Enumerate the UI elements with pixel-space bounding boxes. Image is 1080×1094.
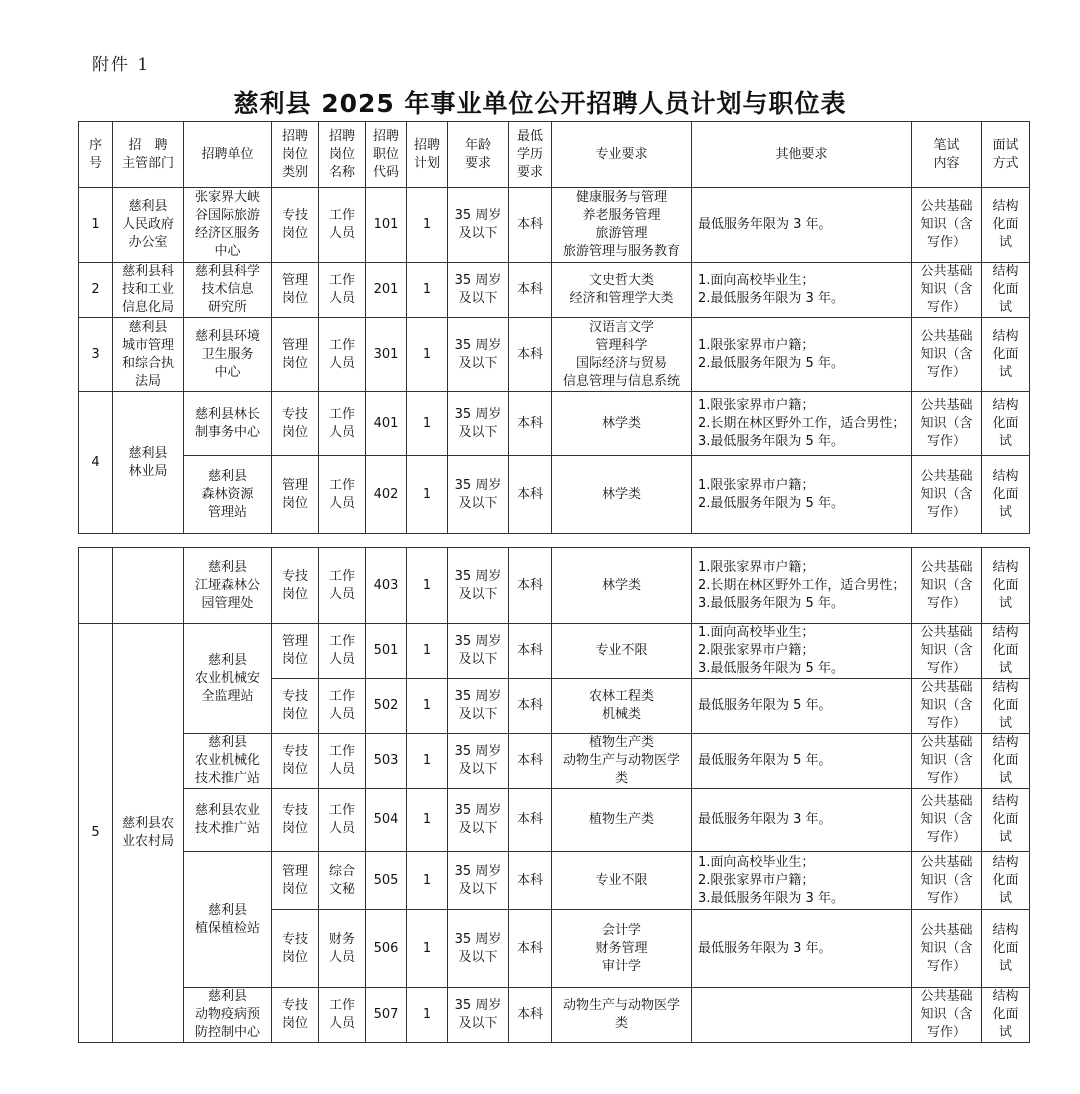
- cell-post-code: 504: [366, 789, 407, 852]
- header-interview: 面试 方式: [982, 122, 1030, 188]
- cell-unit: 慈利县 动物疫病预 防控制中心: [184, 988, 272, 1043]
- cell-written-test: 公共基础 知识（含 写作）: [912, 789, 982, 852]
- cell-unit: 慈利县环境 卫生服务 中心: [184, 318, 272, 392]
- header-written-test: 笔试 内容: [912, 122, 982, 188]
- cell-written-test: 公共基础 知识（含 写作）: [912, 624, 982, 679]
- table-row: [79, 734, 1030, 789]
- cell-interview: 结构 化面 试: [982, 988, 1030, 1043]
- cell-seq: 4: [79, 392, 113, 534]
- cell-post-type: 专技 岗位: [272, 392, 319, 456]
- cell-other-requirements: 最低服务年限为 3 年。: [692, 188, 912, 263]
- cell-plan: 1: [407, 789, 448, 852]
- cell-education: 本科: [509, 392, 552, 456]
- cell-seq: 1: [79, 188, 113, 263]
- cell-age: 35 周岁 及以下: [448, 852, 509, 910]
- cell-interview: 结构 化面 试: [982, 456, 1030, 534]
- cell-post-code: 401: [366, 392, 407, 456]
- cell-other-requirements: 1.面向高校毕业生； 2.限张家界市户籍； 3.最低服务年限为 3 年。: [692, 852, 912, 910]
- cell-department: 慈利县科 技和工业 信息化局: [113, 263, 184, 318]
- cell-age: 35 周岁 及以下: [448, 318, 509, 392]
- table-row: [79, 988, 1030, 1043]
- cell-plan: 1: [407, 392, 448, 456]
- cell-unit: 慈利县 农业机械化 技术推广站: [184, 734, 272, 789]
- cell-other-requirements: 1.面向高校毕业生； 2.最低服务年限为 3 年。: [692, 263, 912, 318]
- cell-post-name: 综合 文秘: [319, 852, 366, 910]
- cell-other-requirements: 最低服务年限为 3 年。: [692, 789, 912, 852]
- header-row: [79, 122, 1030, 188]
- cell-post-code: 501: [366, 624, 407, 679]
- cell-post-code: 101: [366, 188, 407, 263]
- cell-interview: 结构 化面 试: [982, 624, 1030, 679]
- table-row: [79, 852, 1030, 910]
- recruitment-table-part-2: [78, 547, 1030, 1043]
- cell-age: 35 周岁 及以下: [448, 392, 509, 456]
- cell-age: 35 周岁 及以下: [448, 624, 509, 679]
- table-row: [79, 789, 1030, 852]
- cell-other-requirements: 1.面向高校毕业生； 2.限张家界市户籍； 3.最低服务年限为 5 年。: [692, 624, 912, 679]
- cell-post-name: 工作 人员: [319, 318, 366, 392]
- table-row: [79, 318, 1030, 392]
- cell-post-name: 工作 人员: [319, 734, 366, 789]
- cell-plan: 1: [407, 679, 448, 734]
- cell-education: 本科: [509, 456, 552, 534]
- cell-age: 35 周岁 及以下: [448, 263, 509, 318]
- cell-post-name: 财务 人员: [319, 910, 366, 988]
- cell-post-type: 专技 岗位: [272, 734, 319, 789]
- cell-unit: 慈利县 农业机械安 全监理站: [184, 624, 272, 734]
- cell-department: 慈利县 城市管理 和综合执 法局: [113, 318, 184, 392]
- cell-post-code: 301: [366, 318, 407, 392]
- cell-interview: 结构 化面 试: [982, 188, 1030, 263]
- cell-written-test: 公共基础 知识（含 写作）: [912, 456, 982, 534]
- cell-other-requirements: 1.限张家界市户籍； 2.长期在林区野外工作，适合男性； 3.最低服务年限为 5 年。: [692, 392, 912, 456]
- cell-post-code: 201: [366, 263, 407, 318]
- cell-plan: 1: [407, 988, 448, 1043]
- cell-plan: 1: [407, 910, 448, 988]
- cell-interview: 结构 化面 试: [982, 392, 1030, 456]
- header-age: 年龄 要求: [448, 122, 509, 188]
- cell-plan: 1: [407, 734, 448, 789]
- cell-department: 慈利县 林业局: [113, 392, 184, 534]
- table-row: [79, 263, 1030, 318]
- cell-other-requirements: [692, 988, 912, 1043]
- cell-department: [113, 548, 184, 624]
- cell-written-test: 公共基础 知识（含 写作）: [912, 548, 982, 624]
- cell-education: 本科: [509, 910, 552, 988]
- table-row: [79, 456, 1030, 534]
- cell-major: 农林工程类 机械类: [552, 679, 692, 734]
- table-row: [79, 548, 1030, 624]
- cell-major: 林学类: [552, 548, 692, 624]
- cell-interview: 结构 化面 试: [982, 910, 1030, 988]
- cell-post-name: 工作 人员: [319, 548, 366, 624]
- cell-written-test: 公共基础 知识（含 写作）: [912, 679, 982, 734]
- cell-written-test: 公共基础 知识（含 写作）: [912, 318, 982, 392]
- cell-written-test: 公共基础 知识（含 写作）: [912, 852, 982, 910]
- cell-post-type: 专技 岗位: [272, 548, 319, 624]
- cell-age: 35 周岁 及以下: [448, 734, 509, 789]
- header-department: 招 聘 主管部门: [113, 122, 184, 188]
- cell-education: 本科: [509, 318, 552, 392]
- cell-department: 慈利县 人民政府 办公室: [113, 188, 184, 263]
- cell-other-requirements: 最低服务年限为 5 年。: [692, 734, 912, 789]
- cell-major: 文史哲大类 经济和管理学大类: [552, 263, 692, 318]
- cell-post-type: 专技 岗位: [272, 910, 319, 988]
- cell-written-test: 公共基础 知识（含 写作）: [912, 988, 982, 1043]
- cell-written-test: 公共基础 知识（含 写作）: [912, 910, 982, 988]
- cell-interview: 结构 化面 试: [982, 789, 1030, 852]
- cell-post-type: 专技 岗位: [272, 789, 319, 852]
- cell-unit: 慈利县 植保植检站: [184, 852, 272, 988]
- header-major: 专业要求: [552, 122, 692, 188]
- cell-post-name: 工作 人员: [319, 679, 366, 734]
- cell-other-requirements: 最低服务年限为 5 年。: [692, 679, 912, 734]
- cell-interview: 结构 化面 试: [982, 548, 1030, 624]
- cell-post-name: 工作 人员: [319, 456, 366, 534]
- cell-post-type: 管理 岗位: [272, 852, 319, 910]
- cell-post-code: 505: [366, 852, 407, 910]
- cell-post-name: 工作 人员: [319, 988, 366, 1043]
- cell-education: 本科: [509, 548, 552, 624]
- cell-education: 本科: [509, 624, 552, 679]
- cell-major: 林学类: [552, 392, 692, 456]
- cell-other-requirements: 1.限张家界市户籍； 2.最低服务年限为 5 年。: [692, 318, 912, 392]
- cell-plan: 1: [407, 548, 448, 624]
- cell-post-name: 工作 人员: [319, 188, 366, 263]
- cell-age: 35 周岁 及以下: [448, 679, 509, 734]
- cell-interview: 结构 化面 试: [982, 734, 1030, 789]
- cell-education: 本科: [509, 263, 552, 318]
- cell-education: 本科: [509, 188, 552, 263]
- cell-major: 健康服务与管理 养老服务管理 旅游管理 旅游管理与服务教育: [552, 188, 692, 263]
- cell-age: 35 周岁 及以下: [448, 910, 509, 988]
- cell-interview: 结构 化面 试: [982, 318, 1030, 392]
- cell-post-type: 专技 岗位: [272, 988, 319, 1043]
- cell-post-code: 503: [366, 734, 407, 789]
- cell-unit: 慈利县科学 技术信息 研究所: [184, 263, 272, 318]
- cell-post-type: 管理 岗位: [272, 624, 319, 679]
- attachment-label: 附件 1: [92, 55, 151, 75]
- header-education: 最低 学历 要求: [509, 122, 552, 188]
- cell-major: 植物生产类: [552, 789, 692, 852]
- header-seq: 序 号: [79, 122, 113, 188]
- cell-major: 汉语言文学 管理科学 国际经济与贸易 信息管理与信息系统: [552, 318, 692, 392]
- header-unit: 招聘单位: [184, 122, 272, 188]
- cell-post-type: 管理 岗位: [272, 456, 319, 534]
- cell-major: 植物生产类 动物生产与动物医学 类: [552, 734, 692, 789]
- cell-post-name: 工作 人员: [319, 392, 366, 456]
- cell-plan: 1: [407, 318, 448, 392]
- cell-post-code: 507: [366, 988, 407, 1043]
- cell-age: 35 周岁 及以下: [448, 988, 509, 1043]
- cell-interview: 结构 化面 试: [982, 263, 1030, 318]
- cell-post-code: 402: [366, 456, 407, 534]
- cell-interview: 结构 化面 试: [982, 852, 1030, 910]
- cell-post-name: 工作 人员: [319, 263, 366, 318]
- cell-post-name: 工作 人员: [319, 624, 366, 679]
- cell-post-code: 403: [366, 548, 407, 624]
- header-post-name: 招聘 岗位 名称: [319, 122, 366, 188]
- cell-plan: 1: [407, 188, 448, 263]
- cell-post-type: 管理 岗位: [272, 318, 319, 392]
- cell-age: 35 周岁 及以下: [448, 188, 509, 263]
- cell-seq: [79, 548, 113, 624]
- cell-age: 35 周岁 及以下: [448, 456, 509, 534]
- cell-major: 动物生产与动物医学 类: [552, 988, 692, 1043]
- header-other-requirements: 其他要求: [692, 122, 912, 188]
- cell-department: 慈利县农 业农村局: [113, 624, 184, 1043]
- cell-other-requirements: 1.限张家界市户籍； 2.最低服务年限为 5 年。: [692, 456, 912, 534]
- table-row: [79, 624, 1030, 679]
- recruitment-table-part-1: [78, 121, 1030, 534]
- cell-unit: 慈利县林长 制事务中心: [184, 392, 272, 456]
- cell-other-requirements: 最低服务年限为 3 年。: [692, 910, 912, 988]
- cell-written-test: 公共基础 知识（含 写作）: [912, 188, 982, 263]
- cell-written-test: 公共基础 知识（含 写作）: [912, 734, 982, 789]
- cell-unit: 慈利县 森林资源 管理站: [184, 456, 272, 534]
- cell-age: 35 周岁 及以下: [448, 789, 509, 852]
- cell-major: 专业不限: [552, 624, 692, 679]
- cell-plan: 1: [407, 852, 448, 910]
- cell-seq: 2: [79, 263, 113, 318]
- cell-seq: 5: [79, 624, 113, 1043]
- header-post-type: 招聘 岗位 类别: [272, 122, 319, 188]
- cell-education: 本科: [509, 734, 552, 789]
- cell-major: 会计学 财务管理 审计学: [552, 910, 692, 988]
- cell-education: 本科: [509, 789, 552, 852]
- cell-written-test: 公共基础 知识（含 写作）: [912, 392, 982, 456]
- cell-plan: 1: [407, 456, 448, 534]
- cell-education: 本科: [509, 852, 552, 910]
- cell-education: 本科: [509, 988, 552, 1043]
- table-row: [79, 392, 1030, 456]
- page-title: 慈利县 2025 年事业单位公开招聘人员计划与职位表: [233, 89, 847, 118]
- table-row: [79, 188, 1030, 263]
- cell-post-code: 506: [366, 910, 407, 988]
- cell-post-type: 专技 岗位: [272, 679, 319, 734]
- cell-interview: 结构 化面 试: [982, 679, 1030, 734]
- header-plan: 招聘 计划: [407, 122, 448, 188]
- cell-plan: 1: [407, 624, 448, 679]
- cell-unit: 张家界大峡 谷国际旅游 经济区服务 中心: [184, 188, 272, 263]
- cell-post-type: 专技 岗位: [272, 188, 319, 263]
- cell-age: 35 周岁 及以下: [448, 548, 509, 624]
- cell-post-type: 管理 岗位: [272, 263, 319, 318]
- cell-plan: 1: [407, 263, 448, 318]
- cell-other-requirements: 1.限张家界市户籍； 2.长期在林区野外工作，适合男性； 3.最低服务年限为 5 年。: [692, 548, 912, 624]
- cell-post-name: 工作 人员: [319, 789, 366, 852]
- cell-major: 林学类: [552, 456, 692, 534]
- cell-education: 本科: [509, 679, 552, 734]
- cell-post-code: 502: [366, 679, 407, 734]
- cell-unit: 慈利县农业 技术推广站: [184, 789, 272, 852]
- cell-written-test: 公共基础 知识（含 写作）: [912, 263, 982, 318]
- cell-seq: 3: [79, 318, 113, 392]
- cell-major: 专业不限: [552, 852, 692, 910]
- header-post-code: 招聘 职位 代码: [366, 122, 407, 188]
- cell-unit: 慈利县 江垭森林公 园管理处: [184, 548, 272, 624]
